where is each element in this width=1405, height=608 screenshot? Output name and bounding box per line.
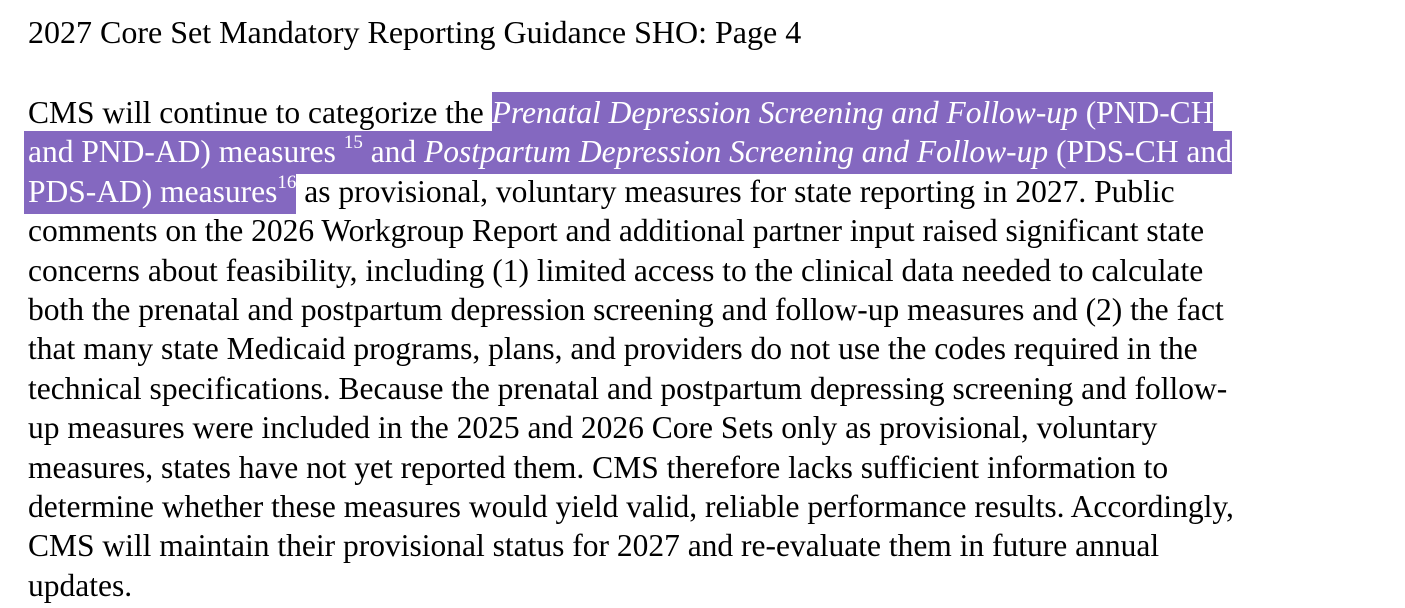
paragraph-line: technical specifications. Because the prenatal and postpartum depressing screening and follow- [28,370,1228,406]
highlighted-selection[interactable] [24,131,1232,174]
paragraph-line: up measures were included in the 2025 and 2026 Core Sets only as provisional, voluntary [28,410,1158,446]
paragraph-line: both the prenatal and postpartum depression screening and follow-up measures and (2) the fact [28,291,1224,327]
measure-code-pnd: (PND-CH [1077,95,1214,130]
measure-name-prenatal: Prenatal Depression Screening and Follow-up [491,95,1078,130]
line-2-text-a: and PND-AD) measures [28,134,344,170]
line-3-plain: as provisional, voluntary measures for state reporting in 2027. Public [296,173,1175,209]
highlighted-selection[interactable] [492,92,1214,135]
footnote-15[interactable]: 15 [343,132,363,154]
paragraph-line: concerns about feasibility, including (1) limited access to the clinical data needed to calculate [28,252,1204,288]
line-3-highlight-text: PDS-AD) measures [28,173,278,209]
body-paragraph[interactable] [28,93,1378,605]
paragraph-line: determine whether these measures would yield valid, reliable performance results. Accordingly, [28,488,1234,524]
measure-name-postpartum: Postpartum Depression Screening and Follow-up [424,134,1049,170]
line-2-text-b: and [362,134,425,170]
line-1-plain: CMS will continue to categorize the [28,95,492,130]
paragraph-line: that many state Medicaid programs, plans, and providers do not use the codes required in the [28,331,1198,367]
footnote-16[interactable]: 16 [277,171,297,193]
measure-code-pds: (PDS-CH and [1048,134,1232,170]
paragraph-line: updates. [28,567,133,603]
paragraph-line-3 [28,172,1378,211]
paragraph-line-2 [28,132,1378,171]
page-header: 2027 Core Set Mandatory Reporting Guidance SHO: Page 4 [28,14,802,50]
paragraph-line-1 [28,93,1378,132]
highlighted-selection[interactable] [24,171,296,214]
paragraph-line: measures, states have not yet reported them. CMS therefore lacks sufficient information to [28,449,1169,485]
paragraph-line: comments on the 2026 Workgroup Report and additional partner input raised significant state [28,213,1205,249]
paragraph-line: CMS will maintain their provisional status for 2027 and re-evaluate them in future annual [28,528,1160,564]
